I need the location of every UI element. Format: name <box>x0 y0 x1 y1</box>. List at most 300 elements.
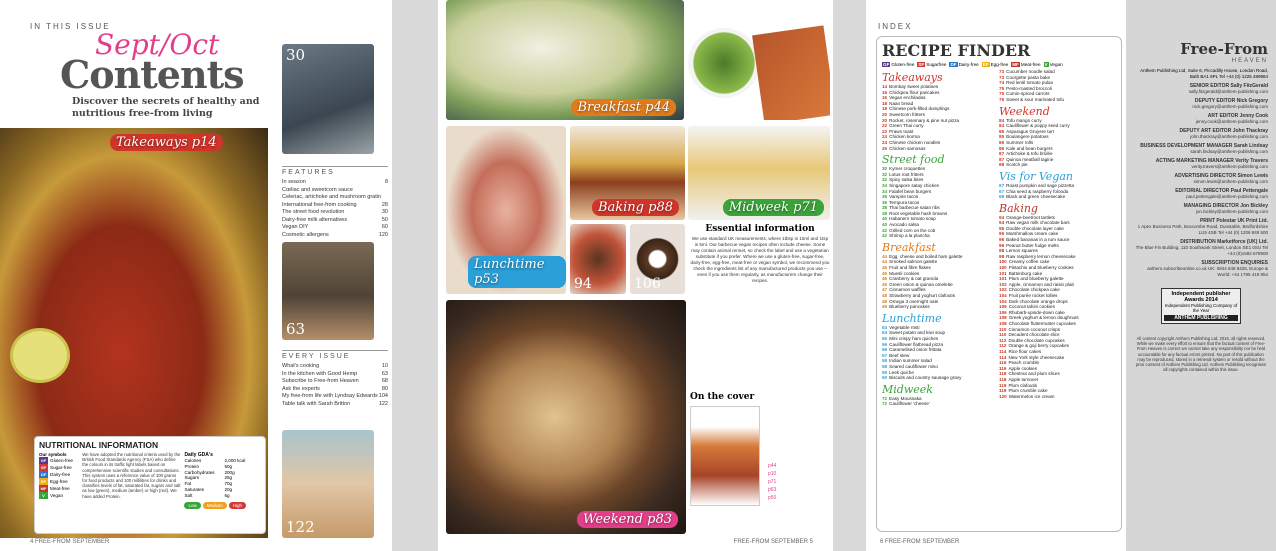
page-title: Contents <box>60 52 244 97</box>
credit-contact: john.thackray@anthem-publishing.com <box>1190 134 1268 139</box>
symbol-label: Sugar-free <box>50 465 72 470</box>
index-recipe-name: Green Thai curry <box>889 123 924 129</box>
weekend-label: Weekend p83 <box>577 511 678 528</box>
every-issue-heading: EVERY ISSUE <box>282 350 388 360</box>
index-recipe-name: Omega 3 overnight oats <box>889 298 939 304</box>
index-recipe-name: Courgette pasta bake <box>1006 74 1051 80</box>
index-page-number: 101 <box>999 270 1007 276</box>
credit-entry <box>1134 158 1268 170</box>
index-recipe-name: Vampire tacos <box>889 194 919 200</box>
index-page-number: 49 <box>882 304 888 310</box>
index-page-number: 74 <box>999 80 1005 86</box>
index-section-heading: Weekend <box>999 104 1050 118</box>
weekend-photo <box>446 300 686 534</box>
page-number-30: 30 <box>286 46 306 64</box>
gda-value: 200g <box>224 469 235 475</box>
index-section-heading: Midweek <box>882 382 933 396</box>
index-page-number: 86 <box>999 139 1005 145</box>
symbol-legend <box>882 62 1116 67</box>
green-bean-salad <box>688 28 760 98</box>
index-recipe-name: Cinnamon waffles <box>889 287 926 293</box>
index-page-number: 94 <box>999 214 1005 220</box>
takeaways-label: Takeaways p14 <box>110 134 223 151</box>
index-column-1 <box>882 69 995 407</box>
legend-badge: MF <box>1012 62 1019 67</box>
index-recipe-name: Green onion & quinoa omelette <box>889 281 953 287</box>
index-recipe-name: Smoked salmon galette <box>889 259 938 265</box>
index-page-number: 20 <box>882 117 888 123</box>
symbol-label: Vegan <box>50 493 64 498</box>
index-recipe-name: Naan bread <box>889 100 914 106</box>
credit-contact: simon.lewis@anthem-publishing.com <box>1193 179 1268 184</box>
page-kicker: INDEX <box>878 22 913 31</box>
index-recipe-name: Plum and blueberry galette <box>1008 276 1064 282</box>
symbol-badge: SF <box>40 465 47 470</box>
legend-label: Vegan <box>1049 62 1063 67</box>
index-recipe-name: Apple turnover <box>1008 376 1039 382</box>
tart-photo <box>570 224 626 294</box>
credit-entry <box>1134 128 1268 140</box>
lime-wedge <box>10 328 70 383</box>
nutrition-text: We have adopted the nutritional criteria used by the British Food Standards Agency (FSA) who define the colours in its traffic light labels based on comprehensive scientific studies and consultations. This system uses a reference value of 100 grams for food products and 100 millilitres for drinks and classifies levels of fat, saturated fat, sugars and salt as low (green), medium (amber) or high (red). We have added Protein. <box>82 452 181 499</box>
baking-label: Baking p88 <box>592 199 679 216</box>
index-page-number: 36 <box>882 194 888 200</box>
index-recipe-name: Double chocolate cupcakes <box>1008 337 1065 343</box>
toc-title: My free-from life with Lyndsay Edwards <box>282 393 378 399</box>
index-page-number: 73 <box>999 69 1005 74</box>
credit-role: PRINT Polestar UK Print Ltd. <box>1199 218 1268 224</box>
credit-contact: The Blue Fin Building, 110 Southwark Street, London SE1 0SU Tel +44 (0)1582 678900 <box>1135 245 1268 256</box>
credit-role: ACTING MARKETING MANAGER Verity Travers <box>1155 158 1268 164</box>
index-page-number: 85 <box>999 134 1005 140</box>
gda-name: Salt <box>184 492 193 498</box>
index-page-number: 100 <box>999 265 1007 271</box>
legend-label: Dairy-free <box>958 62 979 67</box>
gda-row <box>184 493 261 499</box>
index-page-number: 42 <box>882 227 888 233</box>
index-recipe-name: Cucumber noodle salad <box>1006 69 1055 74</box>
index-page-number: 59 <box>882 369 888 375</box>
index-recipe-name: Leek quiche <box>889 369 914 375</box>
index-page-number: 85 <box>999 128 1005 134</box>
index-section-heading: Baking <box>999 201 1038 215</box>
index-page-number: 100 <box>999 259 1007 265</box>
masthead-credits <box>1134 83 1268 278</box>
index-page-number: 94 <box>999 220 1005 226</box>
lunchtime-label: Lunchtime p53 <box>468 256 566 288</box>
index-recipe-name: Peach crumble <box>1008 360 1040 366</box>
baking-photo <box>570 126 685 220</box>
credit-role: DEPUTY EDITOR Nick Gregory <box>1194 98 1268 104</box>
index-recipe-name: Chia seed & raspberry folooda <box>1006 188 1069 194</box>
index-page-number: 54 <box>882 330 888 336</box>
index-page-number: 24 <box>882 134 888 140</box>
features-list <box>282 179 388 239</box>
credit-entry <box>1134 260 1268 278</box>
index-recipe-name: Red lentil tomato pulao <box>1006 80 1054 86</box>
legal-text: All content copyright Anthem Publishing Ltd, 2015, all rights reserved. While we make every effort to ensure that the factual content of Free-From Heaven is correct we cannot take any responsibility nor be held accountable for any factual errors printed. No part of this publication may be reproduced, stored in a retrieval system or resold without the prior consent of Anthem Publishing Ltd. Anthem Publishing recognises all copyrights contained within this issue. <box>1135 336 1267 373</box>
index-recipe-name: Strawberry and yoghurt clafoutis <box>889 293 956 298</box>
credit-entry <box>1134 143 1268 155</box>
toc-page: 28 <box>381 201 388 208</box>
midweek-photo-top <box>688 0 830 120</box>
toc-line <box>282 386 388 394</box>
index-page-number: 32 <box>882 171 888 177</box>
every-issue-list <box>282 363 388 408</box>
toc-page: 80 <box>381 385 388 392</box>
index-page-number: 18 <box>882 106 888 112</box>
toc-page: 63 <box>381 370 388 377</box>
index-page-number: 119 <box>999 382 1007 388</box>
index-recipe-name: Decadent chocolate slice <box>1008 332 1060 338</box>
index-page-number: 54 <box>882 324 888 330</box>
index-page-number: 118 <box>999 376 1007 382</box>
index-page-number: 36 <box>882 199 888 205</box>
credit-role: BUSINESS DEVELOPMENT MANAGER Sarah Lindsay <box>1140 143 1268 149</box>
index-page-number: 16 <box>882 95 888 101</box>
toc-title: In season <box>282 179 306 185</box>
legend-label: Gluten-free <box>891 62 915 67</box>
toc-line <box>282 209 388 217</box>
index-page-number: 88 <box>999 162 1005 168</box>
award-badge <box>1161 288 1241 324</box>
toc-page: 68 <box>381 378 388 384</box>
symbol-label: Dairy-free <box>50 472 71 477</box>
index-recipe-name: Vegetable rösti <box>889 324 920 330</box>
page-number-122: 122 <box>286 518 315 536</box>
symbol-badge: MF <box>40 486 47 491</box>
toc-line <box>282 194 388 202</box>
index-item <box>882 375 995 381</box>
lunchtime-photo <box>446 126 566 294</box>
index-recipe-name: Habanero tomato soup <box>889 216 936 222</box>
index-recipe-name: Artichoke & tofu brûlée <box>1006 151 1053 157</box>
index-item <box>882 401 995 407</box>
gda-title: Daily GDA's <box>184 452 213 458</box>
nutrition-box <box>34 436 266 534</box>
index-recipe-name: Cauliflower 'cheese' <box>889 401 930 407</box>
award-sub: Independent Publishing Company of the Year <box>1164 303 1238 313</box>
credit-role: DEPUTY ART EDITOR John Thackray <box>1179 128 1268 134</box>
index-page-number: 102 <box>999 281 1007 287</box>
index-recipe-name: Avocado salsa <box>889 222 919 228</box>
index-recipe-name: Chicken samosas <box>889 145 926 151</box>
index-page-number: 42 <box>882 233 888 239</box>
index-page-number: 86 <box>999 145 1005 151</box>
index-page-number: 87 <box>999 156 1005 162</box>
index-recipe-name: Summer rolls <box>1006 139 1034 145</box>
toc-line <box>282 378 388 386</box>
index-recipe-name: Roast pumpkin and sage pizzetta <box>1006 182 1075 188</box>
index-page-number: 56 <box>882 347 888 353</box>
award-brand: ANTHEM PUBLISHING <box>1164 315 1238 321</box>
page-footer: 4 FREE-FROM SEPTEMBER <box>30 539 110 545</box>
index-recipe-name: Vegan enchiladas <box>889 95 926 101</box>
symbol-badge: GF <box>40 458 47 463</box>
index-page-number: 96 <box>999 237 1005 243</box>
cover-section <box>690 392 830 501</box>
index-page-number: 119 <box>999 388 1007 394</box>
index-page-number: 44 <box>882 253 888 259</box>
cover-ref: p50 <box>768 495 777 501</box>
index-recipe-name: Orange & goji berry cupcakes <box>1008 343 1069 349</box>
cover-ref: p10 <box>768 471 777 477</box>
index-recipe-name: Cinnamon coconut crisps <box>1008 326 1061 332</box>
index-recipe-name: Beef stew <box>889 352 910 358</box>
page-footer: FREE-FROM SEPTEMBER 5 <box>733 539 813 545</box>
index-page-number: 55 <box>882 335 888 341</box>
index-page-number: 45 <box>882 265 888 271</box>
features-heading: FEATURES <box>282 166 388 176</box>
index-recipe-name: Egg, cheese and boiled ham galette <box>889 253 963 259</box>
index-recipe-name: Chicken korma <box>889 134 920 140</box>
breakfast-photo <box>446 0 684 120</box>
index-recipe-name: Cranberry & oat granola <box>889 276 939 282</box>
index-recipe-name: Chinese chicken noodles <box>889 139 941 145</box>
credit-role: ART EDITOR Jenny Cook <box>1207 113 1268 119</box>
index-page-number: 58 <box>882 363 888 369</box>
index-recipe-name: Indian summer salad <box>889 358 932 364</box>
index-recipe-name: Sweet & sour marinated tofu <box>1006 96 1065 102</box>
index-page-number: 72 <box>882 395 888 401</box>
index-page-number: 108 <box>999 315 1007 321</box>
symbol-row <box>39 471 78 478</box>
cover-ref: p63 <box>768 487 777 493</box>
legend-label: Egg-free <box>990 62 1009 67</box>
cover-ref: p71 <box>768 479 777 485</box>
index-item <box>882 146 995 152</box>
legend-badge: SF <box>918 62 925 67</box>
credit-entry <box>1134 98 1268 110</box>
index-recipe-name: Kymer croquettes <box>889 166 926 172</box>
index-page-number: 84 <box>999 123 1005 129</box>
index-section-heading: Street food <box>882 153 945 167</box>
index-page-number: 112 <box>999 343 1007 349</box>
index-page-number: 46 <box>882 276 888 282</box>
gda-value: 20g <box>224 486 233 492</box>
index-column-2 <box>999 69 1116 407</box>
credit-role: EDITORIAL DIRECTOR Paul Pettengale <box>1175 188 1268 194</box>
toc-line <box>282 393 388 401</box>
index-recipe-name: Singapore satay chicken <box>889 182 940 188</box>
index-page-number: 120 <box>999 393 1007 399</box>
credit-role: ADVERTISING DIRECTOR Simon Lewis <box>1174 173 1268 179</box>
symbols-list <box>39 457 78 499</box>
index-page-number: 38 <box>882 205 888 211</box>
toc-line <box>282 232 388 240</box>
index-recipe-name: Quinoa meatball tagine <box>1006 156 1054 162</box>
index-page-number: 75 <box>999 91 1005 97</box>
toc-title: Ask the experts <box>282 385 320 392</box>
index-recipe-name: Tofu mango curry <box>1006 117 1042 123</box>
index-recipe-name: Sweetcorn fritters <box>889 111 925 117</box>
cover-ref: p44 <box>768 463 777 469</box>
index-recipe-name: Scotch pie <box>1006 162 1028 168</box>
toc-title: Vegan DIY <box>282 224 309 230</box>
index-section-heading: Breakfast <box>882 240 936 254</box>
index-recipe-name: Raw vegan milk chocolate bars <box>1006 220 1070 226</box>
page-kicker: IN THIS ISSUE <box>30 22 111 31</box>
index-recipe-name: Grilled corn on the cob <box>889 227 936 233</box>
index-page-number: 46 <box>882 281 888 287</box>
gda-name: Protein <box>184 463 199 469</box>
gda-value: 70g <box>224 481 233 487</box>
credit-role: MANAGING DIRECTOR Jon Bickley <box>1183 203 1268 209</box>
level-high: High <box>229 502 246 509</box>
index-page-number: 73 <box>999 74 1005 80</box>
symbol-row <box>39 457 78 464</box>
gda-name: Saturates <box>184 486 205 492</box>
index-recipe-name: Black and green cheesecake <box>1006 194 1066 200</box>
symbol-row <box>39 492 78 499</box>
index-recipe-name: Chinese pork-filled dumplings <box>889 106 950 112</box>
toc-title: Subscribe to Free-from Heaven <box>282 378 359 384</box>
index-page-number: 114 <box>999 354 1007 360</box>
toc-title: International free-from cooking <box>282 201 357 208</box>
essential-text: We use standard UK measurements, where 1tbsp is 15ml and 1tsp is 5ml. Our barbecue vegan recipes often include cheese. Some may contain animal rennet, so check the label and use a vegetarian substitute if you prefer. Where we use a gluten-free, sugar-free, dairy-free, egg-free, meat-free or vegan symbol, we recommend you check the ingredients list of any manufactured products you use – even if you use them regularly, as manufacturers change their recipes. <box>690 236 830 283</box>
index-recipe-name: Root vegetable hash browns <box>889 210 948 216</box>
index-page-number: 22 <box>882 123 888 129</box>
index-item <box>999 194 1116 200</box>
index-recipe-name: Spicy salsa bites <box>889 177 924 183</box>
every-issue-section <box>282 350 388 408</box>
level-medium: Medium <box>203 502 227 509</box>
award-text: Independent publisher Awards 2014 <box>1171 291 1231 303</box>
index-recipe-name: Cauliflower & poppy seed curry <box>1006 123 1070 129</box>
index-page-number: 34 <box>882 188 888 194</box>
index-page-number: 101 <box>999 276 1007 282</box>
index-recipe-name: Pesto-roasted broccoli <box>1006 85 1052 91</box>
index-recipe-name: Kale and bean burgers <box>1006 145 1053 151</box>
index-item <box>999 97 1116 103</box>
page-subtitle: Discover the secrets of healthy and nutritious free-from living <box>72 96 260 119</box>
index-recipe-name: Greek yoghurt & lemon doughnuts <box>1008 315 1079 321</box>
gda-value: 50g <box>224 463 233 469</box>
index-page-number: 57 <box>882 352 888 358</box>
credit-contact: nick.gregory@anthem-publishing.com <box>1192 104 1268 109</box>
index-recipe-name: Apple, cinnamon and raisin plait <box>1008 281 1074 287</box>
index-recipe-name: Chocolate fluttermutter cupcakes <box>1008 320 1076 326</box>
index-recipe-name: Rocket, rosemary & pine nut pizza <box>889 117 960 123</box>
toc-title: Celeriac, artichoke and mushroom gratin <box>282 194 382 200</box>
index-page-number: 116 <box>999 360 1007 366</box>
credit-contact: jon.bickley@anthem-publishing.com <box>1195 209 1268 214</box>
toc-line <box>282 401 388 409</box>
toc-page: 8 <box>384 179 388 185</box>
credit-contact: verity.travers@anthem-publishing.com <box>1191 164 1268 169</box>
masthead-title: Free-From <box>1180 40 1268 58</box>
toc-line <box>282 179 388 187</box>
index-recipe-name: Boulangere potatoes <box>1006 134 1049 140</box>
breakfast-label: Breakfast p44 <box>571 99 676 116</box>
credit-role: SUBSCRIPTION ENQUIRIES <box>1201 260 1268 266</box>
toc-line <box>282 363 388 371</box>
index-page-number: 112 <box>999 337 1007 343</box>
index-recipe-name: Peanut butter fudge melts <box>1006 242 1059 248</box>
gda-value: 6g <box>224 492 230 498</box>
toc-title: Cosmetic allergens <box>282 231 329 238</box>
gda-value: 25g <box>224 475 233 481</box>
chef-photo <box>282 242 374 340</box>
index-page-number: 68 <box>999 194 1005 200</box>
index-page-number: 95 <box>999 231 1005 237</box>
credit-entry <box>1134 83 1268 95</box>
midweek-photo <box>688 126 830 220</box>
index-recipe-name: Rhubarb-upside-down cake <box>1008 309 1065 315</box>
index-recipe-name: Apple cookies <box>1008 365 1038 371</box>
index-recipe-name: Baked bananas in a rum sauce <box>1006 237 1070 243</box>
index-recipe-name: Blueberry pancakes <box>889 304 930 310</box>
index-recipe-name: Caramelised onion frittata <box>889 347 942 353</box>
index-page-number: 76 <box>999 96 1005 102</box>
index-page-number: 116 <box>999 365 1007 371</box>
masthead-subtitle: HEAVEN <box>1231 58 1268 64</box>
credit-entry <box>1134 113 1268 125</box>
gda-name: Carbohydrates <box>184 469 215 475</box>
symbol-label: Meat-free <box>50 486 70 491</box>
cover-page-refs <box>768 462 776 502</box>
index-page-number: 104 <box>999 298 1007 304</box>
index-page-number: 58 <box>882 358 888 364</box>
toc-line <box>282 202 388 210</box>
credit-entry <box>1134 239 1268 257</box>
essential-title: Essential information <box>705 224 815 234</box>
toc-page: 122 <box>378 400 388 407</box>
index-page-number: 118 <box>999 371 1007 377</box>
legend-badge: EF <box>982 62 989 67</box>
toc-title: Table talk with Sarah Britton <box>282 400 351 407</box>
credit-role: DISTRIBUTION Marketforce (UK) Ltd. <box>1180 239 1268 245</box>
index-recipe-name: Fruit purée rocket lollies <box>1008 293 1058 298</box>
index-page-number: 34 <box>882 182 888 188</box>
cover-title: On the cover <box>690 392 755 402</box>
gda-value: 2,000 kcal <box>224 458 246 463</box>
cover-thumbnail <box>690 406 760 506</box>
credit-contact: anthem.subscribeonline.co.uk UK: 0844 848 8425, Europe & World: +44 1795 419 854 <box>1147 266 1268 277</box>
index-recipe-name: Easy Moussaka <box>889 395 922 401</box>
index-page-number: 104 <box>999 293 1007 298</box>
index-recipe-name: Chickpea flour pancakes <box>889 89 940 95</box>
index-page-number: 30 <box>882 166 888 172</box>
index-item <box>882 304 995 310</box>
credit-contact: paul.pettengale@anthem-publishing.com <box>1186 194 1268 199</box>
index-page-number: 45 <box>882 270 888 276</box>
gda-name: Calories <box>184 458 202 463</box>
index-recipe-name: Muesli cookies <box>889 270 920 276</box>
index-page-number: 108 <box>999 320 1007 326</box>
index-page-number: 60 <box>882 375 888 381</box>
legend-label: Meat-free <box>1020 62 1041 67</box>
symbol-label: Gluten-free <box>50 458 73 463</box>
index-page-number: 40 <box>882 222 888 228</box>
index-page-number: 14 <box>882 84 888 89</box>
toc-title: In the kitchen with Good Hemp <box>282 370 358 377</box>
index-recipe-name: Cumin-spiced carrots <box>1006 91 1050 97</box>
index-page <box>866 0 1276 551</box>
toc-line <box>282 187 388 195</box>
masthead-panel <box>1126 0 1276 551</box>
symbol-badge: DF <box>40 472 47 477</box>
index-page-number: 48 <box>882 293 888 298</box>
index-recipe-name: Shrimp a la plancha <box>889 233 930 239</box>
issue-date: Sept/Oct <box>95 28 220 61</box>
index-page-number: 26 <box>882 145 888 151</box>
index-page-number: 110 <box>999 326 1007 332</box>
symbol-badge: EF <box>40 479 47 484</box>
index-recipe-name: Lotus root fritters <box>889 171 924 177</box>
index-recipe-name: Fruit and fibre flakes <box>889 265 931 271</box>
index-recipe-name: Chocolate chickpea cake <box>1008 287 1060 293</box>
